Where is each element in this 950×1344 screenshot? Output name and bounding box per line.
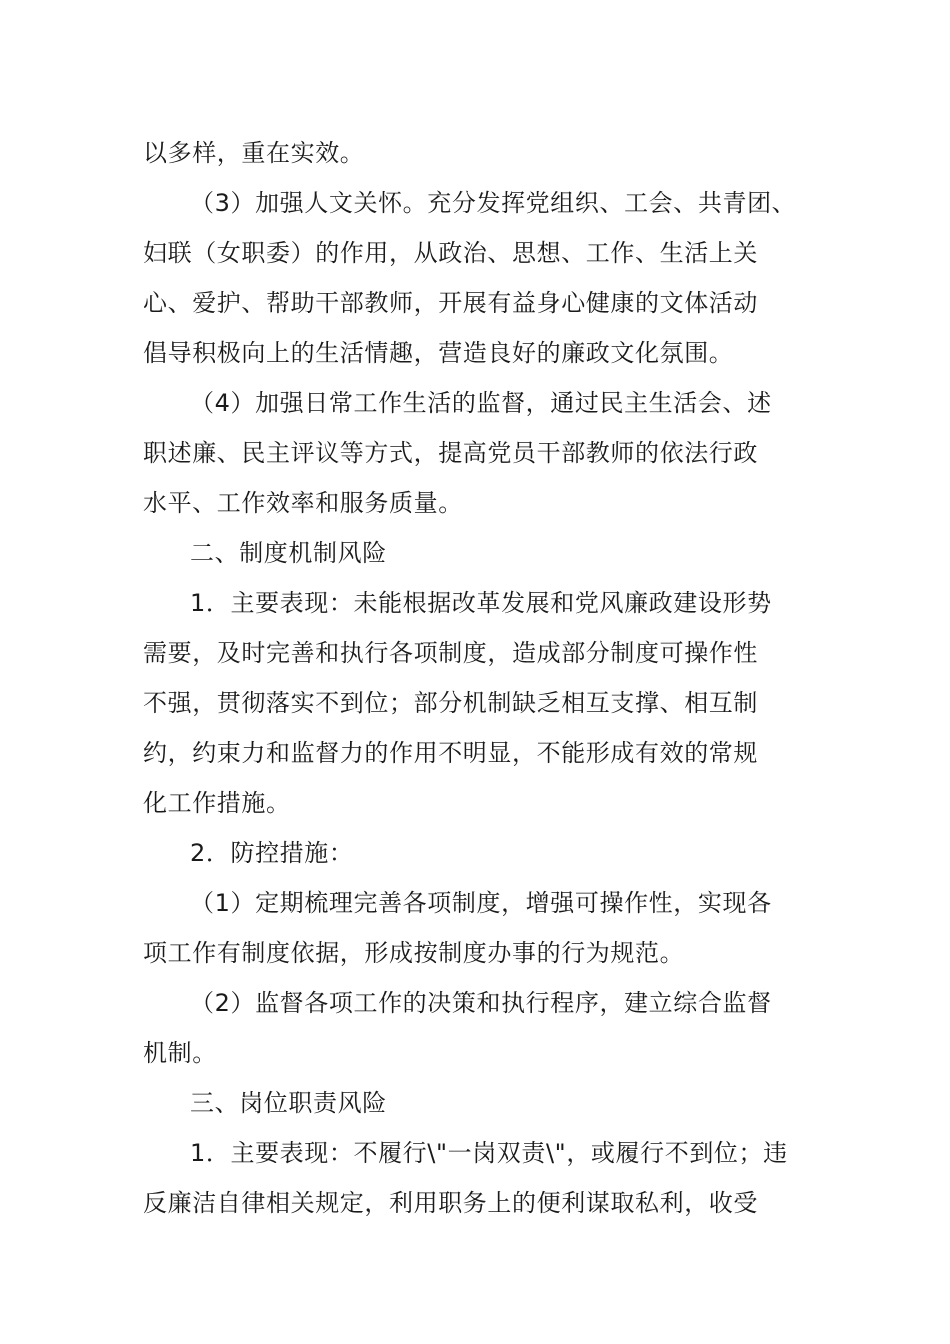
text-line: 以多样，重在实效。: [143, 139, 365, 167]
text-line: 需要，及时完善和执行各项制度，造成部分制度可操作性: [143, 639, 758, 667]
text-line: 职述廉、民主评议等方式，提高党员干部教师的依法行政: [143, 439, 758, 467]
text-line: 项工作有制度依据，形成按制度办事的行为规范。: [143, 939, 685, 967]
text-line: 约，约束力和监督力的作用不明显，不能形成有效的常规: [143, 739, 758, 767]
text-line: 化工作措施。: [143, 789, 291, 817]
text-line: 不强，贯彻落实不到位；部分机制缺乏相互支撑、相互制: [143, 689, 758, 717]
measure-1: （1）定期梳理完善各项制度，增强可操作性，实现各: [190, 889, 772, 917]
main-manifestation-heading: 1．主要表现：不履行\"一岗双责\"，或履行不到位；违: [190, 1139, 788, 1167]
text-line: 反廉洁自律相关规定，利用职务上的便利谋取私利，收受: [143, 1189, 758, 1217]
text-line: 机制。: [143, 1039, 217, 1067]
text-line: 倡导积极向上的生活情趣，营造良好的廉政文化氛围。: [143, 339, 734, 367]
paragraph-4-heading: （4）加强日常工作生活的监督，通过民主生活会、述: [190, 389, 772, 417]
main-manifestation-heading: 1．主要表现：未能根据改革发展和党风廉政建设形势: [190, 589, 772, 617]
prevention-measures-heading: 2．防控措施：: [190, 839, 354, 867]
text-line: 水平、工作效率和服务质量。: [143, 489, 463, 517]
measure-2: （2）监督各项工作的决策和执行程序，建立综合监督: [190, 989, 772, 1017]
section-heading-institutional-risk: 二、制度机制风险: [190, 539, 387, 567]
paragraph-3-heading: （3）加强人文关怀。充分发挥党组织、工会、共青团、: [190, 189, 797, 217]
text-line: 心、爱护、帮助干部教师，开展有益身心健康的文体活动: [143, 289, 758, 317]
section-heading-post-duty-risk: 三、岗位职责风险: [190, 1089, 387, 1117]
text-line: 妇联（女职委）的作用，从政治、思想、工作、生活上关: [143, 239, 758, 267]
